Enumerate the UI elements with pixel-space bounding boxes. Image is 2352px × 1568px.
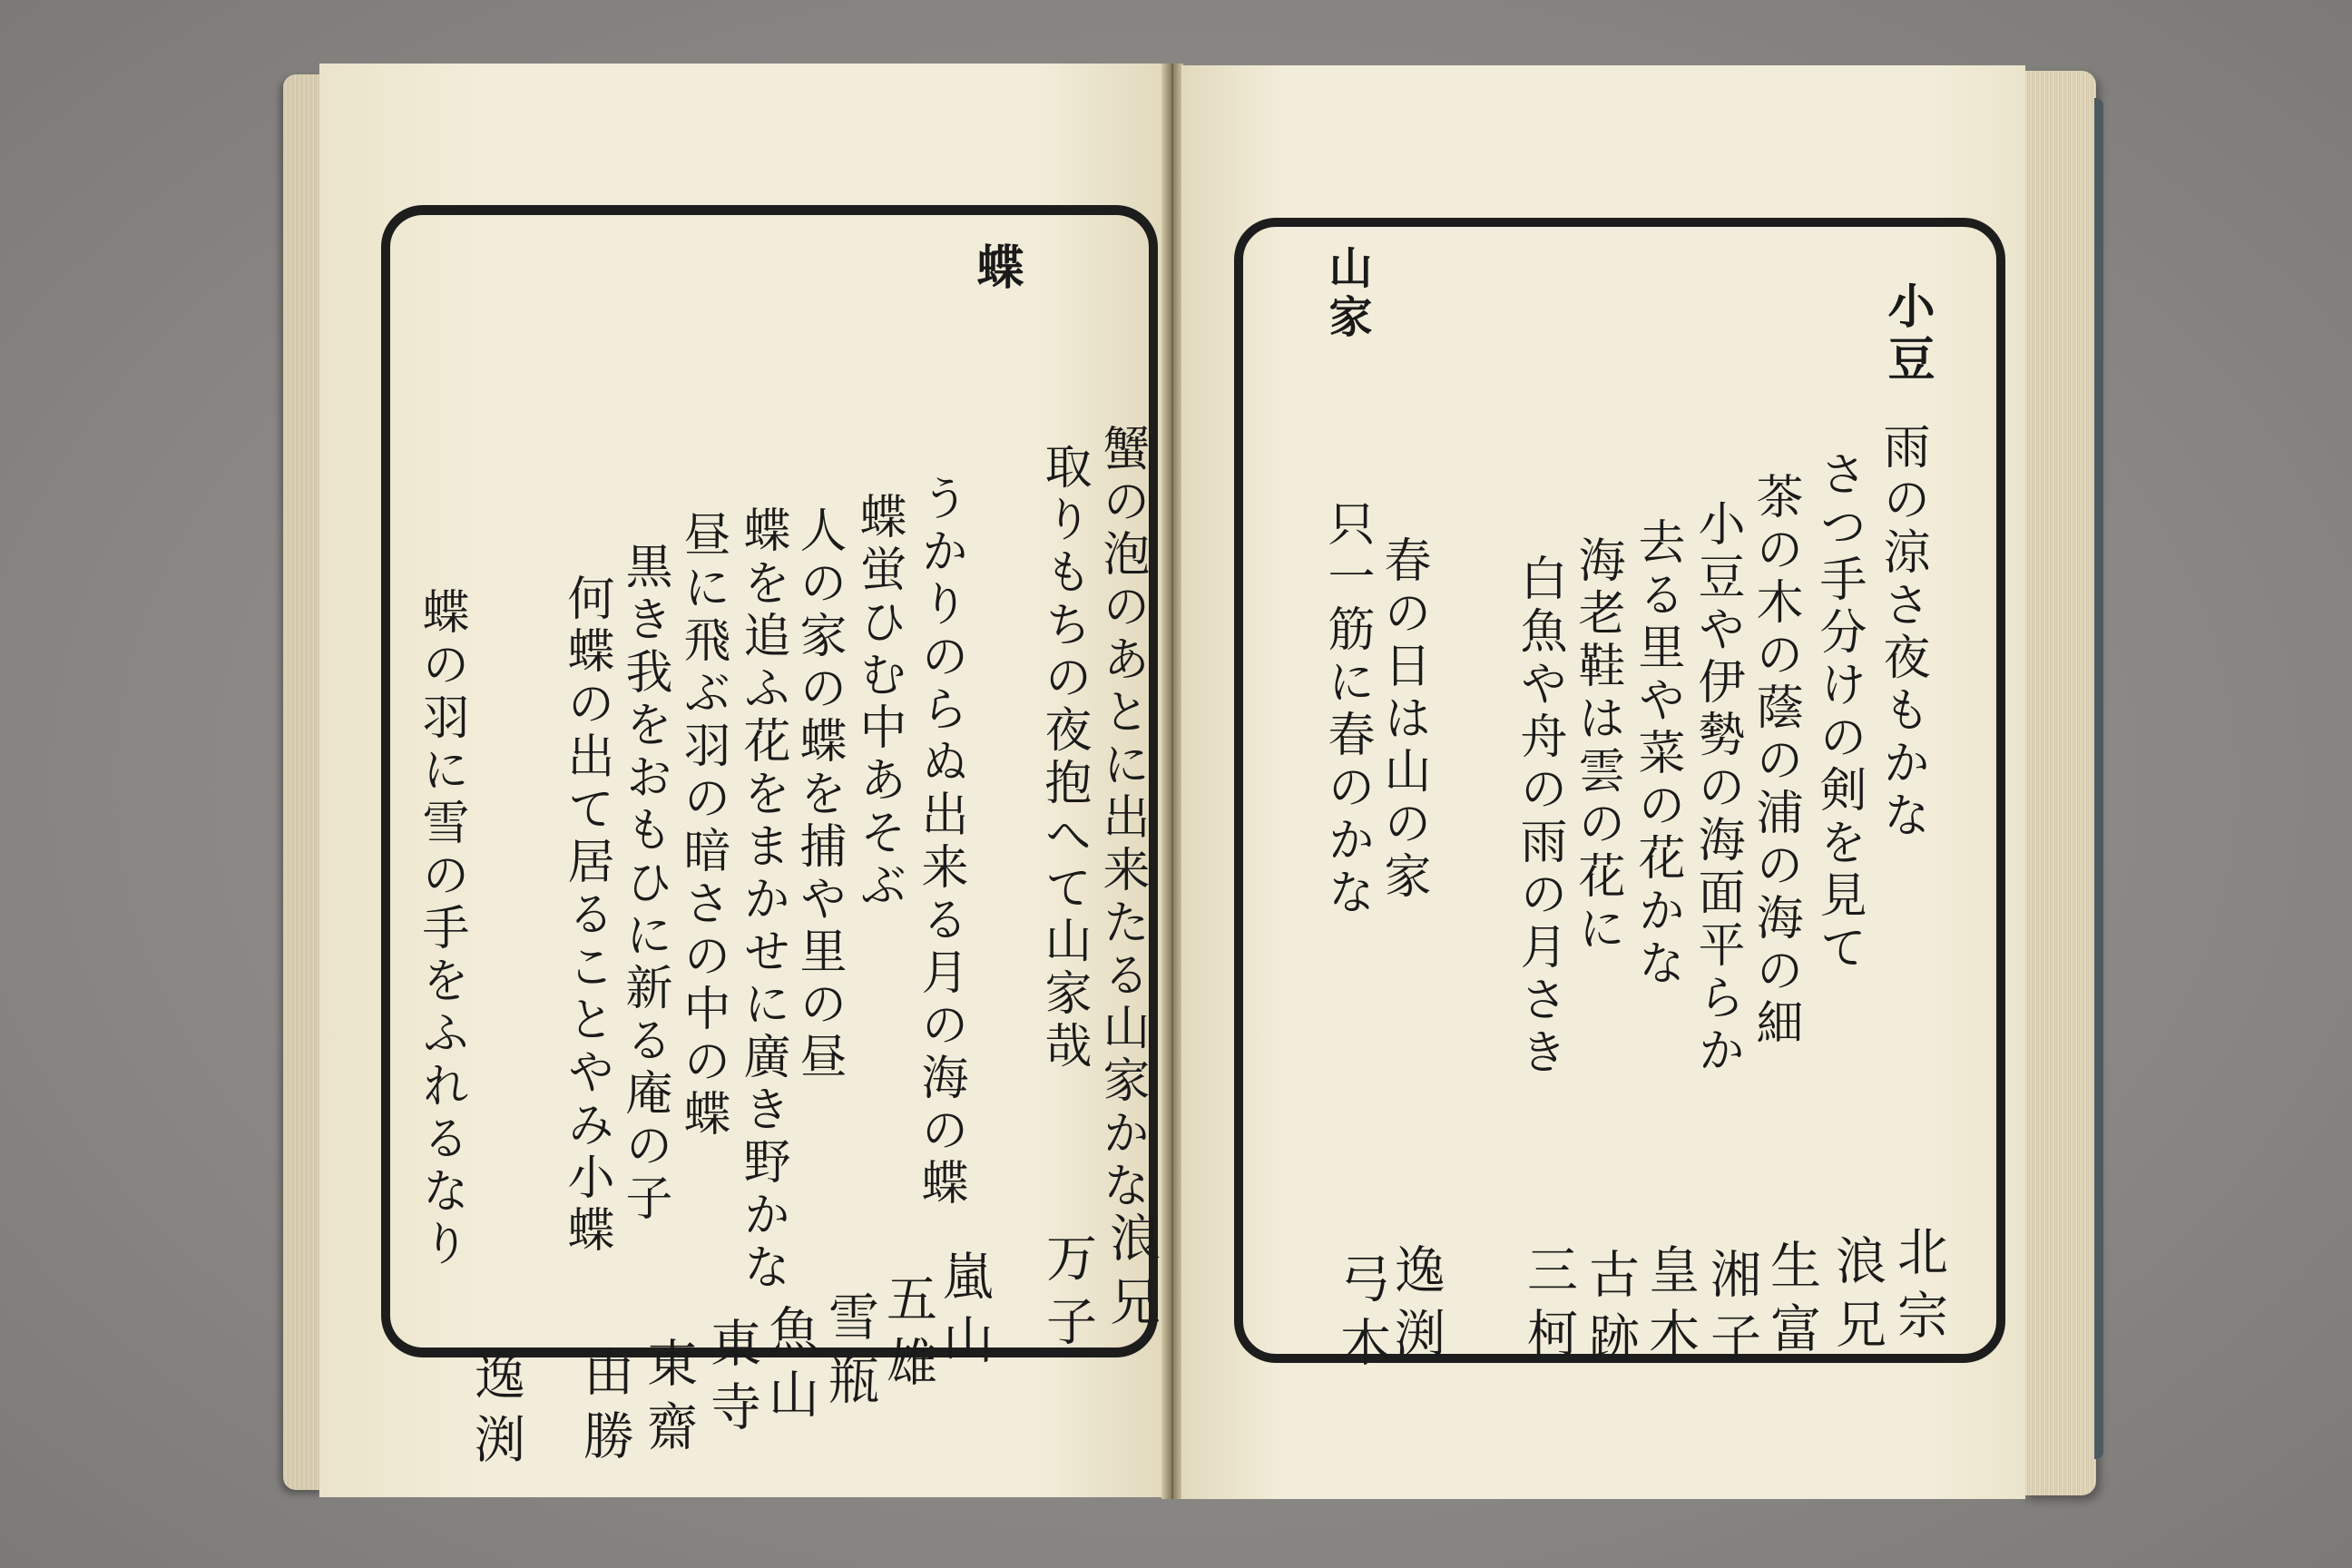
right-page-subtitle: 山家: [1321, 245, 1372, 343]
left-author-2: 万子: [1038, 1231, 1097, 1358]
left-poem-4: 蝶蛍ひむ中あそぶ: [851, 492, 906, 913]
left-poem-6: 蝶を追ふ花をまかせに廣き野かな: [735, 505, 789, 1295]
left-author-4: 五雄: [878, 1272, 937, 1399]
left-author-10: 逸渕: [466, 1349, 525, 1476]
right-poem-1: 雨の涼さ夜もかな: [1875, 422, 1929, 843]
left-page: [319, 64, 1163, 1497]
left-page-edge: [283, 74, 324, 1490]
left-author-5: 雪瓶: [820, 1290, 879, 1417]
right-page-title: 小豆: [1879, 281, 1935, 387]
right-author-2: 浪兄: [1828, 1234, 1886, 1361]
right-poem-9: 只一筋に春のかな: [1319, 499, 1374, 920]
right-author-7: 三柯: [1519, 1243, 1578, 1370]
right-page-edge: [2024, 71, 2096, 1495]
left-poem-8: 黒き我をおもひに新る庵の子: [617, 542, 671, 1226]
right-poem-4: 小豆や伊勢の海面平らか: [1690, 499, 1744, 1078]
left-poem-2: 取りもちの夜抱へて山家哉: [1036, 442, 1091, 1073]
right-poem-3: 茶の木の蔭の浦の海の細: [1748, 472, 1802, 1051]
left-author-1: 浪兄: [1102, 1211, 1161, 1338]
left-poem-5: 人の家の蝶を捕や里の昼: [791, 505, 846, 1084]
right-poem-6: 海老鞋は雲の花に: [1570, 535, 1624, 956]
right-author-5: 皇木: [1641, 1243, 1700, 1370]
left-author-7: 東寺: [702, 1317, 761, 1444]
left-author-6: 魚山: [760, 1304, 819, 1431]
right-poem-5: 去る里や菜の花かな: [1630, 517, 1684, 991]
left-author-8: 東齋: [639, 1337, 698, 1464]
right-author-6: 古跡: [1581, 1248, 1640, 1375]
left-author-3: 嵐山: [935, 1250, 994, 1377]
right-poem-2: さつ手分けの剣を見て: [1811, 449, 1866, 975]
right-poem-7: 白魚や舟の雨の月さき: [1512, 554, 1566, 1080]
left-poem-10: 蝶の羽に雪の手をふれるなり: [414, 587, 468, 1271]
left-poem-1: 蟹の泡のあとに出来たる山家かな: [1094, 424, 1149, 1213]
right-poem-8: 春の日は山の家: [1376, 535, 1430, 904]
left-page-frame: [381, 205, 1161, 1476]
right-author-1: 北宗: [1889, 1225, 1948, 1352]
book-gutter: [1161, 64, 1183, 1499]
left-poem-7: 昼に飛ぶ羽の暗さの中の蝶: [675, 510, 730, 1142]
left-author-9: 由勝: [575, 1346, 634, 1473]
right-page: [1181, 65, 2025, 1499]
right-author-8: 逸渕: [1387, 1243, 1446, 1370]
right-author-9: 弓木: [1332, 1252, 1391, 1379]
right-author-4: 湘子: [1702, 1248, 1761, 1375]
right-page-frame: [1234, 218, 2005, 1379]
left-page-title: 蝶: [968, 242, 1024, 295]
left-poem-9: 何蝶の出て居ることやみ小蝶: [559, 573, 613, 1258]
open-book: [283, 64, 2096, 1506]
right-author-3: 生富: [1762, 1239, 1821, 1366]
left-poem-3: うかりのらぬ出来る月の海の蝶: [913, 474, 967, 1210]
